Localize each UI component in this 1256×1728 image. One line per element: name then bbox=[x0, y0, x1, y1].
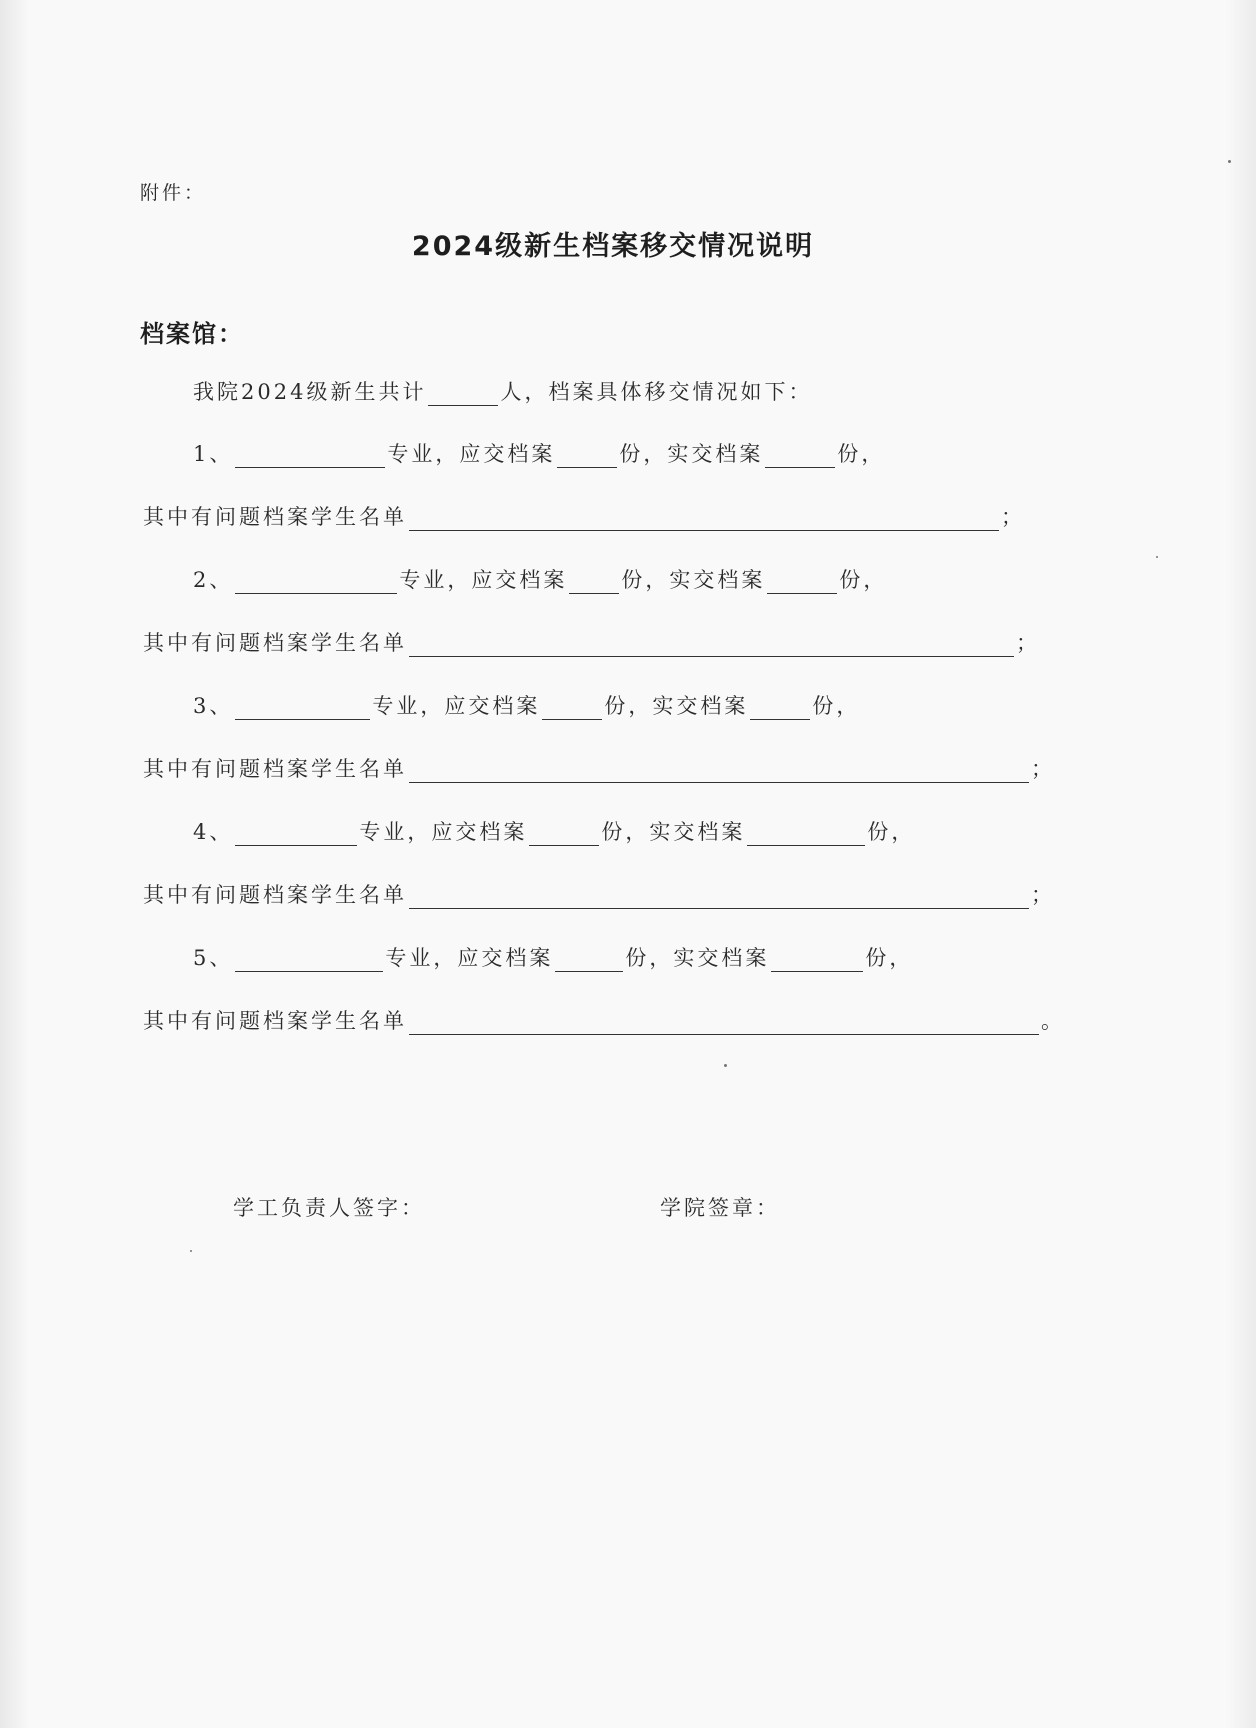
leader-signature-label: 学工负责人签字： bbox=[233, 1196, 425, 1220]
item-4-index: 4、 bbox=[193, 820, 234, 844]
scan-speck bbox=[724, 1064, 727, 1067]
item-4-actual-blank[interactable] bbox=[747, 823, 865, 846]
item-4-problem-blank[interactable] bbox=[409, 886, 1029, 909]
item-1-major-text: 专业，应交档案 bbox=[387, 442, 556, 466]
item-3-line bbox=[193, 690, 860, 720]
item-3-problem-blank[interactable] bbox=[409, 760, 1029, 783]
item-2-copies-text: 份，实交档案 bbox=[621, 568, 766, 592]
item-5-period: 。 bbox=[1041, 1009, 1065, 1033]
item-4-due-blank[interactable] bbox=[529, 823, 599, 846]
item-1-line bbox=[193, 438, 885, 468]
item-5-due-blank[interactable] bbox=[555, 949, 623, 972]
item-2-problem-label: 其中有问题档案学生名单 bbox=[143, 631, 407, 655]
item-5-major-blank[interactable] bbox=[235, 949, 383, 972]
item-2-problem-blank[interactable] bbox=[409, 634, 1014, 657]
item-1-copies-end: 份， bbox=[837, 442, 886, 466]
scan-speck bbox=[1156, 556, 1158, 558]
item-2-major-text: 专业，应交档案 bbox=[399, 568, 568, 592]
attachment-label: 附件： bbox=[140, 182, 207, 204]
item-2-due-blank[interactable] bbox=[569, 571, 619, 594]
item-5-major-text: 专业，应交档案 bbox=[385, 946, 554, 970]
item-1-problem-line bbox=[143, 501, 1025, 531]
item-3-copies-text: 份，实交档案 bbox=[604, 694, 749, 718]
item-1-major-blank[interactable] bbox=[235, 445, 385, 468]
item-4-problem-label: 其中有问题档案学生名单 bbox=[143, 883, 407, 907]
item-1-index: 1、 bbox=[193, 442, 234, 466]
item-3-semicolon: ； bbox=[1031, 757, 1055, 781]
scan-speck bbox=[1228, 160, 1231, 163]
item-5-copies-text: 份，实交档案 bbox=[625, 946, 770, 970]
document-title: 2024级新生档案移交情况说明 bbox=[411, 231, 815, 262]
item-1-due-blank[interactable] bbox=[557, 445, 617, 468]
item-3-due-blank[interactable] bbox=[542, 697, 602, 720]
scan-speck bbox=[190, 1250, 192, 1252]
item-3-problem-label: 其中有问题档案学生名单 bbox=[143, 757, 407, 781]
item-1-actual-blank[interactable] bbox=[765, 445, 835, 468]
item-5-problem-blank[interactable] bbox=[409, 1012, 1039, 1035]
item-4-major-blank[interactable] bbox=[235, 823, 357, 846]
item-1-problem-label: 其中有问题档案学生名单 bbox=[143, 505, 407, 529]
item-2-copies-end: 份， bbox=[839, 568, 888, 592]
item-1-problem-blank[interactable] bbox=[409, 508, 999, 531]
item-1-copies-text: 份，实交档案 bbox=[619, 442, 764, 466]
item-3-actual-blank[interactable] bbox=[750, 697, 810, 720]
intro-after: 人，档案具体移交情况如下： bbox=[500, 380, 813, 404]
item-2-index: 2、 bbox=[193, 568, 234, 592]
addressee: 档案馆： bbox=[140, 320, 244, 348]
scan-shade-right bbox=[1226, 0, 1256, 1728]
item-2-actual-blank[interactable] bbox=[767, 571, 837, 594]
item-3-index: 3、 bbox=[193, 694, 234, 718]
item-3-major-text: 专业，应交档案 bbox=[372, 694, 541, 718]
item-4-problem-line bbox=[143, 879, 1055, 909]
item-5-actual-blank[interactable] bbox=[771, 949, 863, 972]
item-2-problem-line bbox=[143, 627, 1040, 657]
college-seal-label: 学院签章： bbox=[660, 1196, 780, 1220]
item-5-problem-label: 其中有问题档案学生名单 bbox=[143, 1009, 407, 1033]
item-4-copies-end: 份， bbox=[867, 820, 916, 844]
item-2-major-blank[interactable] bbox=[235, 571, 397, 594]
intro-before: 我院2024级新生共计 bbox=[193, 380, 427, 404]
item-3-copies-end: 份， bbox=[812, 694, 861, 718]
item-5-line bbox=[193, 942, 913, 972]
item-2-line bbox=[193, 564, 887, 594]
item-5-copies-end: 份， bbox=[865, 946, 914, 970]
item-1-semicolon: ； bbox=[1001, 505, 1025, 529]
item-3-problem-line bbox=[143, 753, 1055, 783]
item-2-semicolon: ； bbox=[1016, 631, 1040, 655]
item-3-major-blank[interactable] bbox=[235, 697, 370, 720]
intro-line bbox=[193, 376, 812, 406]
item-4-major-text: 专业，应交档案 bbox=[359, 820, 528, 844]
item-4-line bbox=[193, 816, 915, 846]
item-5-index: 5、 bbox=[193, 946, 234, 970]
item-4-semicolon: ； bbox=[1031, 883, 1055, 907]
item-4-copies-text: 份，实交档案 bbox=[601, 820, 746, 844]
total-count-blank[interactable] bbox=[428, 383, 498, 406]
item-5-problem-line bbox=[143, 1005, 1065, 1035]
